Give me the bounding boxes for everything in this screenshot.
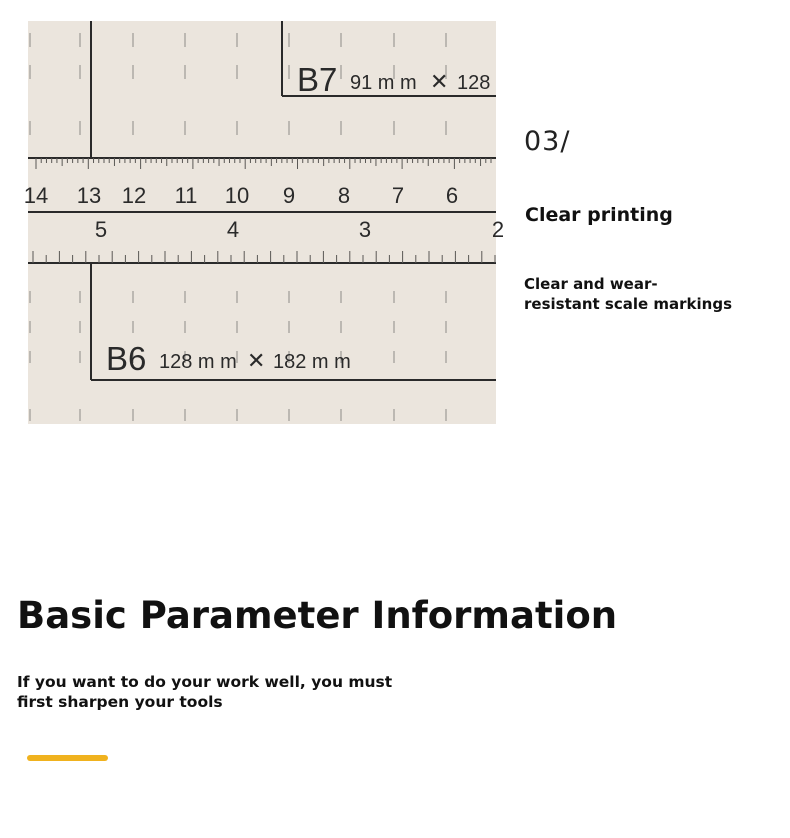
feature-description (524, 274, 764, 314)
b7-size-width: 91 m m (350, 72, 417, 94)
b7-size-height: 128 (457, 72, 491, 94)
cm-number-label: 13 (76, 183, 102, 208)
feature-number: 03/ (524, 126, 571, 157)
cm-number-labels (24, 183, 458, 208)
section-subtitle-line-2: first sharpen your tools (17, 693, 223, 711)
cm-number-label: 9 (282, 183, 296, 208)
ruler-scale-graphic (23, 21, 505, 424)
cm-number-label: 11 (174, 183, 198, 208)
feature-description-line-2: resistant scale markings (524, 295, 733, 313)
section-subtitle-line-1: If you want to do your work well, you must (17, 673, 393, 691)
accent-bar (27, 755, 108, 761)
cm-number-label: 8 (337, 183, 351, 208)
b7-cross-icon: ✕ (430, 70, 449, 95)
inch-number-label: 3 (358, 217, 372, 242)
inch-number-label: 5 (94, 217, 108, 242)
b6-size-height: 182 m m (273, 351, 351, 373)
b6-label: B6 (106, 340, 147, 377)
cm-number-label: 14 (23, 183, 49, 208)
inch-number-label: 4 (226, 217, 240, 242)
cm-number-label: 12 (121, 183, 147, 208)
section-title: Basic Parameter Information (17, 594, 618, 637)
cm-number-label: 10 (224, 183, 250, 208)
section-subtitle (17, 672, 397, 712)
b6-size-width: 128 m m (159, 351, 237, 373)
ruler-photo (23, 21, 505, 424)
b6-cross-icon: ✕ (247, 349, 266, 374)
cm-number-label: 6 (445, 183, 459, 208)
b7-label: B7 (297, 61, 338, 98)
inch-number-label: 2 (491, 217, 505, 242)
feature-title: Clear printing (525, 204, 673, 226)
feature-description-line-1: Clear and wear- (524, 275, 658, 293)
cm-number-label: 7 (391, 183, 405, 208)
